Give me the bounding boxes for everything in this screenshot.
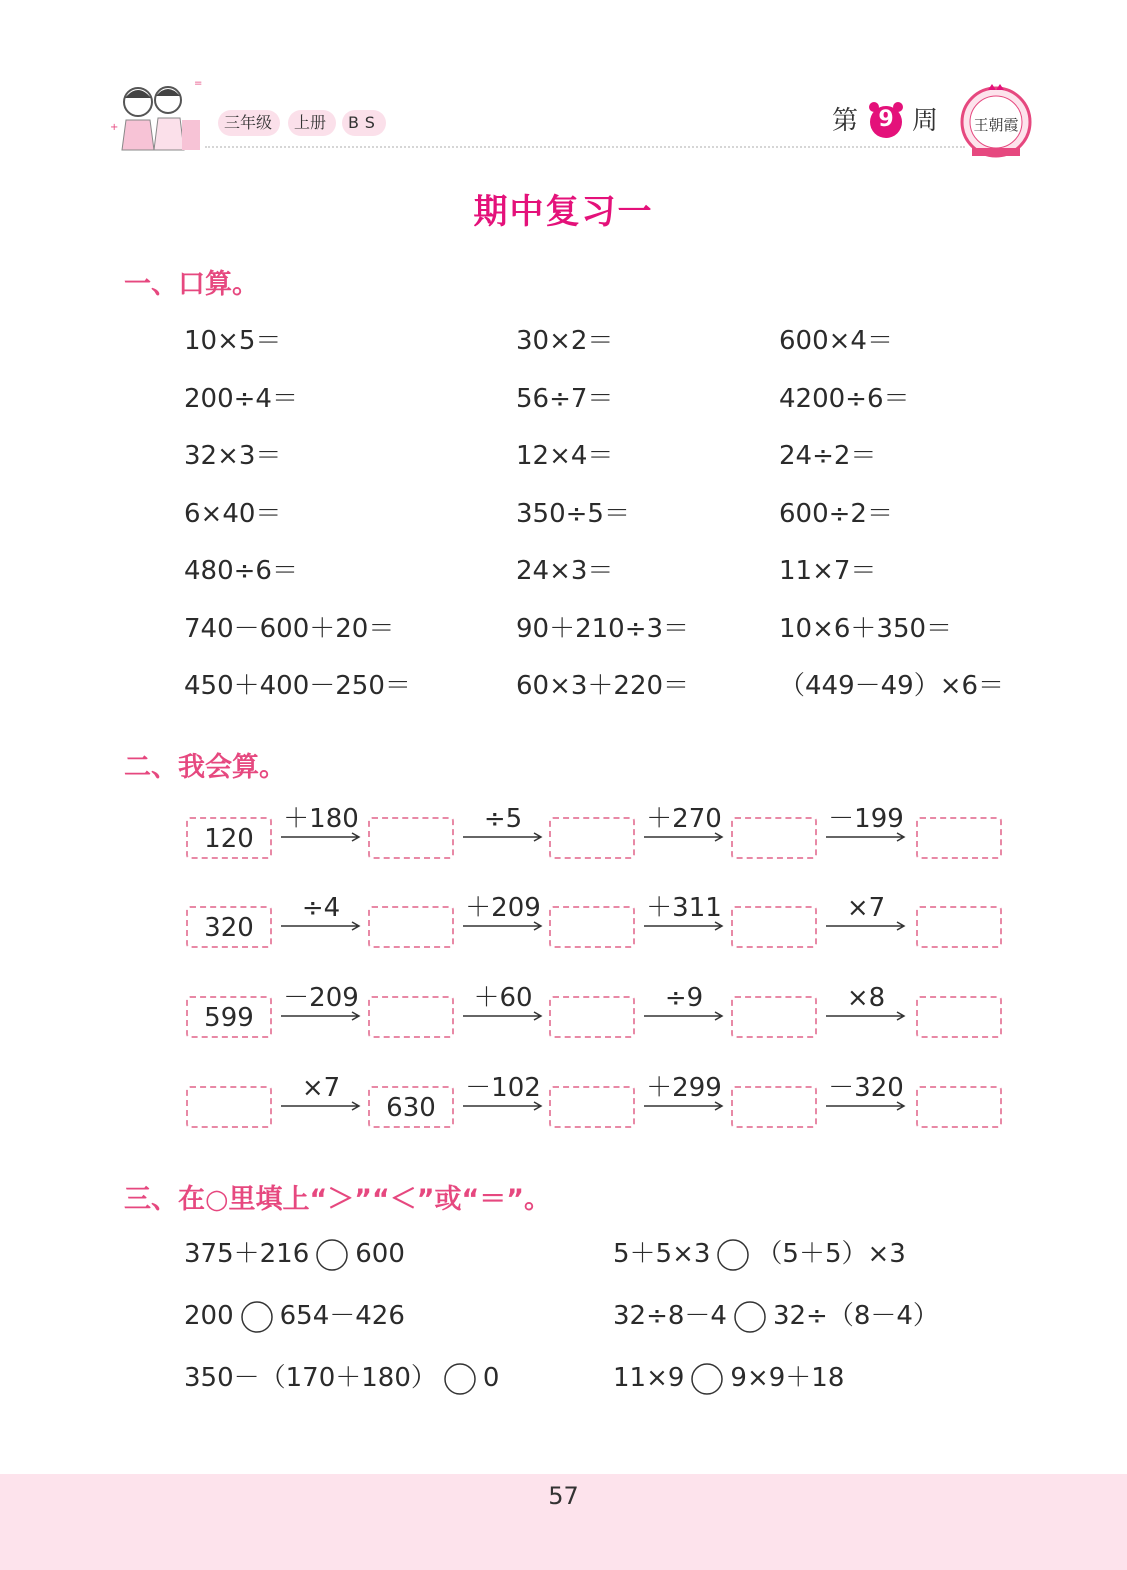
operation-label: ×8: [846, 983, 886, 1013]
answer-box[interactable]: [916, 996, 1002, 1038]
page-title: 期中复习一: [473, 192, 654, 232]
answer-box[interactable]: [731, 1086, 817, 1128]
arrow-right-icon: [825, 1101, 907, 1111]
page-number: 57: [548, 1482, 579, 1510]
mental-item: 56÷7＝: [516, 384, 614, 414]
operation-label: ×7: [846, 893, 886, 923]
arrow-right-icon: [280, 921, 362, 931]
mental-item: 90＋210÷3＝: [516, 614, 690, 644]
edition-label: BS: [348, 113, 381, 132]
answer-box[interactable]: [549, 1086, 635, 1128]
mental-item: 6×40＝: [184, 499, 282, 529]
arrow-right-icon: [462, 1011, 544, 1021]
section3-title: 三、在○里填上“＞”“＜”或“＝”。: [124, 1184, 552, 1215]
comparison-right: （5＋5）×3: [756, 1239, 906, 1269]
operation-label: ÷5: [483, 804, 523, 834]
answer-box[interactable]: 120: [186, 817, 272, 859]
mental-item: 4200÷6＝: [779, 384, 910, 414]
answer-circle-icon[interactable]: [716, 1238, 750, 1272]
answer-box[interactable]: [731, 906, 817, 948]
comparison-right: 32÷（8－4）: [772, 1301, 939, 1331]
answer-circle-icon[interactable]: [690, 1362, 724, 1396]
mental-item: （449－49）×6＝: [779, 671, 1005, 701]
week-label: 第: [832, 106, 859, 136]
operation-label: ＋270: [646, 804, 722, 834]
operation-label: ＋311: [646, 893, 722, 923]
comparison-left: 5＋5×3: [613, 1239, 711, 1269]
answer-box[interactable]: [731, 817, 817, 859]
comparison-item: [184, 1237, 405, 1272]
arrow-right-icon: [462, 1101, 544, 1111]
volume-label: 上册: [294, 113, 327, 132]
operation-label: ÷9: [664, 983, 704, 1013]
arrow-right-icon: [643, 1101, 725, 1111]
mental-item: 600×4＝: [779, 326, 893, 356]
answer-box[interactable]: 320: [186, 906, 272, 948]
mental-item: 10×5＝: [184, 326, 282, 356]
comparison-item: [184, 1361, 499, 1396]
section2-title: 二、我会算。: [124, 752, 286, 783]
operation-label: －102: [465, 1073, 541, 1103]
mental-item: 600÷2＝: [779, 499, 893, 529]
answer-box[interactable]: [368, 906, 454, 948]
comparison-left: 11×9: [613, 1363, 685, 1393]
mental-item: 740－600＋20＝: [184, 614, 395, 644]
operation-label: ÷4: [301, 893, 341, 923]
comparison-left: 32÷8－4: [613, 1301, 727, 1331]
operation-label: －199: [828, 804, 904, 834]
arrow-right-icon: [462, 832, 544, 842]
answer-box[interactable]: [916, 817, 1002, 859]
answer-box[interactable]: [549, 996, 635, 1038]
svg-text:+: +: [110, 122, 119, 133]
comparison-left: 350－（170＋180）: [184, 1363, 437, 1393]
answer-box[interactable]: [731, 996, 817, 1038]
mental-item: 30×2＝: [516, 326, 614, 356]
answer-box[interactable]: [916, 906, 1002, 948]
mental-item: 24×3＝: [516, 556, 614, 586]
arrow-right-icon: [825, 832, 907, 842]
answer-box[interactable]: [549, 906, 635, 948]
mental-item: 350÷5＝: [516, 499, 630, 529]
brand-logo-icon: [958, 80, 1034, 160]
operation-label: －320: [828, 1073, 904, 1103]
mental-item: 32×3＝: [184, 441, 282, 471]
answer-circle-icon[interactable]: [240, 1300, 274, 1334]
comparison-item: [613, 1299, 939, 1334]
mental-item: 480÷6＝: [184, 556, 298, 586]
arrow-right-icon: [462, 921, 544, 931]
arrow-right-icon: [643, 832, 725, 842]
operation-label: ＋209: [465, 893, 541, 923]
comparison-right: 9×9＋18: [730, 1363, 845, 1393]
mental-item: 60×3＋220＝: [516, 671, 690, 701]
mental-item: 24÷2＝: [779, 441, 877, 471]
arrow-right-icon: [280, 832, 362, 842]
mental-item: 450＋400－250＝: [184, 671, 411, 701]
svg-text:=: =: [194, 78, 203, 89]
comparison-right: 654－426: [279, 1301, 405, 1331]
answer-circle-icon[interactable]: [733, 1300, 767, 1334]
arrow-right-icon: [825, 1011, 907, 1021]
comparison-right: 0: [482, 1363, 500, 1393]
comparison-left: 375＋216: [184, 1239, 310, 1269]
comparison-right: 600: [355, 1239, 405, 1269]
arrow-right-icon: [643, 1011, 725, 1021]
operation-label: ＋299: [646, 1073, 722, 1103]
answer-box[interactable]: 599: [186, 996, 272, 1038]
arrow-right-icon: [643, 921, 725, 931]
operation-label: ＋60: [473, 983, 533, 1013]
arrow-right-icon: [280, 1101, 362, 1111]
answer-box[interactable]: [916, 1086, 1002, 1128]
grade-label: 三年级: [224, 113, 273, 132]
answer-circle-icon[interactable]: [315, 1238, 349, 1272]
answer-box[interactable]: [368, 996, 454, 1038]
week-number: 9: [878, 107, 894, 132]
comparison-item: [613, 1237, 906, 1272]
logo-text: 王朝霞: [973, 116, 1019, 134]
answer-box[interactable]: [368, 817, 454, 859]
arrow-right-icon: [280, 1011, 362, 1021]
answer-box[interactable]: [186, 1086, 272, 1128]
answer-box[interactable]: [549, 817, 635, 859]
section1-title: 一、口算。: [124, 269, 259, 300]
answer-circle-icon[interactable]: [443, 1362, 477, 1396]
operation-label: ×7: [301, 1073, 341, 1103]
kids-illustration: [108, 70, 208, 160]
mental-item: 200÷4＝: [184, 384, 298, 414]
mental-item: 11×7＝: [779, 556, 877, 586]
answer-box[interactable]: 630: [368, 1086, 454, 1128]
arrow-right-icon: [825, 921, 907, 931]
operation-label: －209: [283, 983, 359, 1013]
operation-label: ＋180: [283, 804, 359, 834]
mental-item: 10×6＋350＝: [779, 614, 953, 644]
comparison-left: 200: [184, 1301, 234, 1331]
header-divider: [205, 146, 965, 148]
mental-item: 12×4＝: [516, 441, 614, 471]
week-unit: 周: [912, 106, 939, 136]
comparison-item: [613, 1361, 844, 1396]
comparison-item: [184, 1299, 405, 1334]
